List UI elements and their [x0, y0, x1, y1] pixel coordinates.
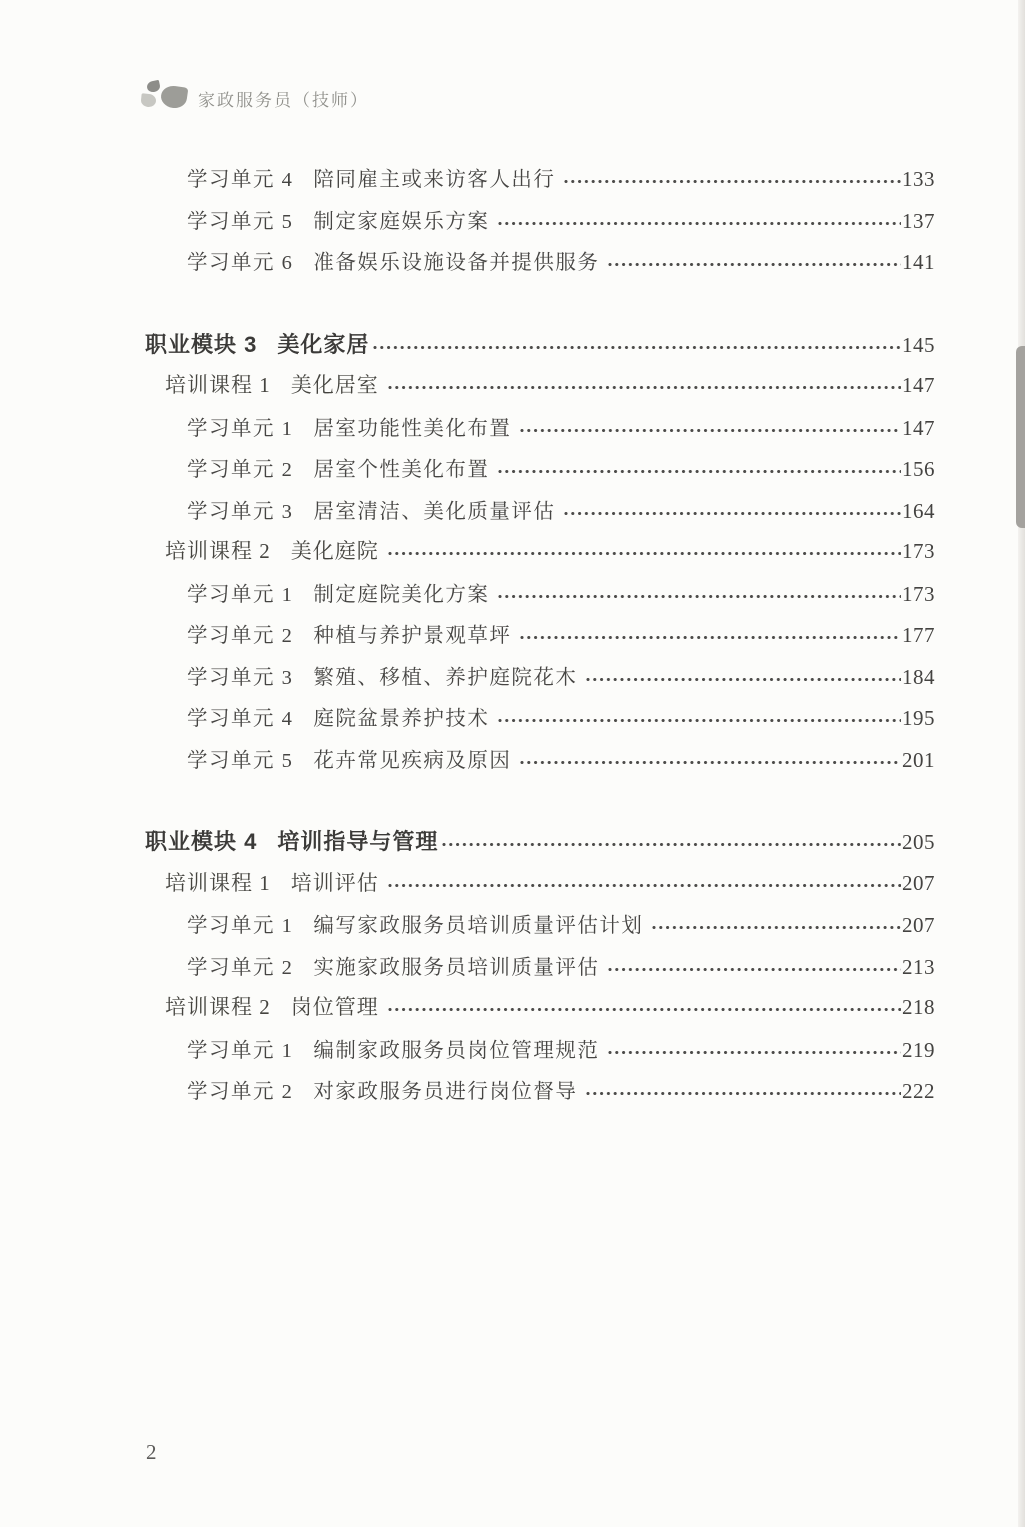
toc-entry-title: 编制家政服务员岗位管理规范 [313, 1039, 600, 1062]
dotted-leader [519, 758, 901, 767]
toc-entry-page: 156 [902, 457, 935, 481]
toc-entry-page: 173 [902, 581, 935, 606]
toc-entry-title: 居室清洁、美化质量评估 [313, 500, 556, 523]
toc-entry [145, 328, 935, 370]
toc-entry-label: 学习单元 2 [187, 956, 294, 979]
toc-entry [145, 411, 935, 453]
dotted-leader [563, 177, 901, 186]
toc-entry-title: 美化庭院 [290, 539, 379, 563]
dotted-leader [607, 965, 901, 974]
toc-entry-page: 219 [902, 1037, 935, 1062]
leaf-logo-icon [140, 80, 190, 116]
toc-entry-page: 201 [902, 747, 935, 772]
toc-entry-page: 222 [902, 1079, 935, 1103]
scan-edge-shadow [1016, 346, 1025, 528]
toc-entry-title: 种植与养护景观草坪 [313, 625, 512, 647]
toc-entry-page: 205 [902, 830, 935, 854]
toc-entry-title: 准备娱乐设施设备并提供服务 [313, 252, 600, 274]
toc-entry-title: 制定家庭娱乐方案 [313, 210, 490, 233]
leaf-shape-light [140, 93, 156, 107]
toc-entry-label: 职业模块 4 [145, 829, 258, 854]
dotted-leader [519, 633, 901, 642]
dotted-leader [497, 716, 901, 725]
toc-entry-page: 184 [902, 664, 935, 689]
toc-entry-title: 岗位管理 [290, 995, 379, 1019]
toc-entry-page: 207 [902, 913, 935, 937]
toc-entry-title: 繁殖、移植、养护庭院花木 [313, 666, 578, 689]
toc-entry [145, 535, 935, 577]
page-header [140, 80, 369, 116]
dotted-leader [607, 260, 901, 269]
dotted-leader [387, 383, 901, 392]
toc-entry-title: 花卉常见疾病及原因 [313, 749, 512, 772]
dotted-leader [387, 549, 901, 558]
dotted-leader [519, 426, 901, 435]
toc-entry [145, 452, 935, 494]
scan-edge-artifact [1018, 0, 1025, 1527]
toc-entry [145, 867, 935, 909]
toc-entry-title: 庭院盆景养护技术 [313, 708, 490, 730]
toc-entry-title: 制定庭院美化方案 [313, 583, 490, 606]
dotted-leader [372, 343, 901, 352]
toc-entry-page: 213 [902, 954, 935, 979]
toc-entry-label: 培训课程 1 [165, 870, 271, 895]
toc-entry-page: 147 [902, 415, 935, 440]
toc-entry-title: 编写家政服务员培训质量评估计划 [313, 915, 644, 937]
toc-entry-page: 147 [902, 373, 935, 397]
toc-entry [145, 245, 935, 287]
toc-entry [145, 618, 935, 660]
toc-entry-page: 141 [902, 250, 935, 274]
toc-entry-title: 居室个性美化布置 [313, 459, 490, 481]
toc-entry-label: 学习单元 3 [187, 666, 294, 689]
dotted-leader [497, 592, 901, 601]
toc-entry-page: 173 [902, 539, 935, 563]
toc-entry-label: 学习单元 5 [187, 749, 294, 772]
dotted-leader [585, 1089, 901, 1098]
toc-entry [145, 660, 935, 702]
toc-entry-title: 培训评估 [290, 870, 379, 895]
toc-entry-title: 美化家居 [277, 331, 370, 357]
toc-entry-title: 美化居室 [290, 373, 379, 397]
toc-entry-title: 对家政服务员进行岗位督导 [313, 1081, 578, 1103]
toc-entry [145, 1033, 935, 1075]
toc-entry [145, 743, 935, 785]
toc-entry-label: 培训课程 2 [165, 995, 271, 1019]
leaf-shape-dark [146, 80, 161, 93]
toc-entry [145, 494, 935, 536]
toc-entry-label: 培训课程 2 [165, 539, 271, 563]
toc-entry-title: 陪同雇主或来访客人出行 [313, 169, 556, 191]
dotted-leader [585, 675, 901, 684]
dotted-leader [497, 467, 901, 476]
toc-entry-label: 学习单元 5 [187, 210, 294, 233]
toc-entry-label: 学习单元 1 [187, 417, 294, 440]
toc-entry-label: 学习单元 2 [187, 459, 294, 481]
toc-entry-label: 学习单元 4 [187, 708, 294, 730]
running-head-title: 家政服务员（技师） [198, 90, 369, 110]
toc-entry [145, 991, 935, 1033]
toc-entry-page: 137 [902, 208, 935, 233]
toc-entry-label: 学习单元 2 [187, 625, 294, 647]
toc-entry-title: 居室功能性美化布置 [313, 417, 512, 440]
toc-entry-title: 实施家政服务员培训质量评估 [313, 956, 600, 979]
dotted-leader [441, 840, 901, 849]
dotted-leader [651, 923, 901, 932]
dotted-leader [497, 219, 901, 228]
toc-entry-page: 164 [902, 498, 935, 523]
table-of-contents [145, 162, 935, 1116]
toc-entry [145, 204, 935, 246]
toc-entry-page: 177 [902, 623, 935, 647]
toc-entry-title: 培训指导与管理 [277, 829, 439, 854]
toc-entry-label: 学习单元 2 [187, 1081, 294, 1103]
toc-entry-label: 学习单元 3 [187, 500, 294, 523]
toc-entry-page: 207 [902, 870, 935, 895]
toc-entry-label: 培训课程 1 [165, 373, 271, 397]
toc-entry-label: 学习单元 4 [187, 169, 294, 191]
toc-entry-page: 195 [902, 706, 935, 730]
toc-entry-page: 145 [902, 332, 935, 357]
toc-entry-label: 学习单元 1 [187, 915, 294, 937]
dotted-leader [563, 509, 901, 518]
toc-entry-page: 218 [902, 995, 935, 1019]
toc-entry-label: 学习单元 6 [187, 252, 294, 274]
toc-entry [145, 908, 935, 950]
dotted-leader [387, 1005, 901, 1014]
toc-entry [145, 162, 935, 204]
toc-entry-label: 学习单元 1 [187, 1039, 294, 1062]
toc-entry [145, 701, 935, 743]
toc-entry-label: 学习单元 1 [187, 583, 294, 606]
toc-entry-page: 133 [902, 167, 935, 191]
toc-entry-label: 职业模块 3 [145, 331, 258, 357]
toc-entry [145, 825, 935, 867]
leaf-shape-large [160, 84, 189, 109]
toc-entry [145, 1074, 935, 1116]
dotted-leader [607, 1048, 901, 1057]
toc-entry [145, 369, 935, 411]
dotted-leader [387, 881, 901, 890]
page-number: 2 [146, 1440, 157, 1464]
toc-entry [145, 950, 935, 992]
toc-entry [145, 577, 935, 619]
